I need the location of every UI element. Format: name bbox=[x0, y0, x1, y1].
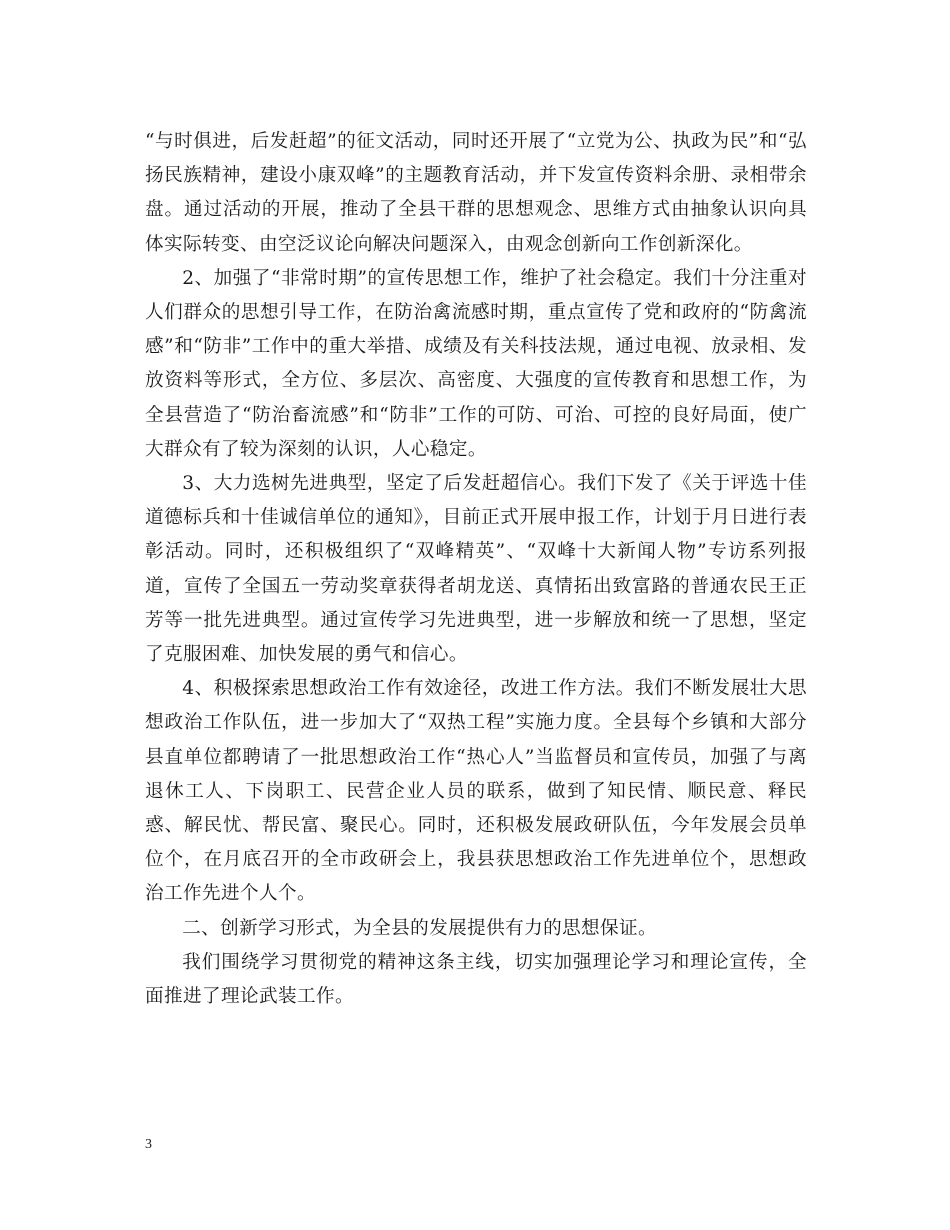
document-page bbox=[145, 125, 807, 1014]
page-number: 3 bbox=[145, 1137, 152, 1152]
paragraph-5: 我们围绕学习贯彻党的精神这条主线，切实加强理论学习和理论宣传，全面推进了理论武装工作。 bbox=[145, 951, 807, 1008]
paragraph-3: 3、大力选树先进典型，坚定了后发赶超信心。我们下发了《关于评选十佳道德标兵和十佳诚信单位的通知》，目前正式开展申报工作，计划于月日进行表彰活动。同时，还积极组织了“双峰精英”、“双峰十大新闻人物”专访系列报道，宣传了全国五一劳动奖章获得者胡龙送、真情拓出致富路的普通农民王正芳等一批先进典型。通过宣传学习先进典型，进一步解放和统一了思想，坚定了克服困难、加快发展的勇气和信心。 bbox=[145, 473, 807, 666]
paragraph-1: “与时俱进，后发赶超”的征文活动，同时还开展了“立党为公、执政为民”和“弘扬民族精神，建设小康双峰”的主题教育活动，并下发宣传资料余册、录相带余盘。通过活动的开展，推动了全县干群的思想观念、思维方式由抽象认识向具体实际转变、由空泛议论向解决问题深入，由观念创新向工作创新深化。 bbox=[145, 131, 807, 255]
paragraph-2: 2、加强了“非常时期”的宣传思想工作，维护了社会稳定。我们十分注重对人们群众的思想引导工作，在防治禽流感时期，重点宣传了党和政府的“防禽流感”和“防非”工作中的重大举措、成绩及有关科技法规，通过电视、放录相、发放资料等形式，全方位、多层次、高密度、大强度的宣传教育和思想工作，为全县营造了“防治畜流感”和“防非”工作的可防、可治、可控的良好局面，使广大群众有了较为深刻的认识，人心稳定。 bbox=[145, 267, 807, 460]
section-heading-2: 二、创新学习形式，为全县的发展提供有力的思想保证。 bbox=[182, 917, 658, 939]
paragraph-4: 4、积极探索思想政治工作有效途径，改进工作方法。我们不断发展壮大思想政治工作队伍，进一步加大了“双热工程”实施力度。全县每个乡镇和大部分县直单位都聘请了一批思想政治工作“热心人”当监督员和宣传员，加强了与离退休工人、下岗职工、民营企业人员的联系，做到了知民情、顺民意、释民惑、解民忧、帮民富、聚民心。同时，还积极发展政研队伍，今年发展会员单位个，在月底召开的全市政研会上，我县获思想政治工作先进单位个，思想政治工作先进个人个。 bbox=[145, 678, 807, 905]
